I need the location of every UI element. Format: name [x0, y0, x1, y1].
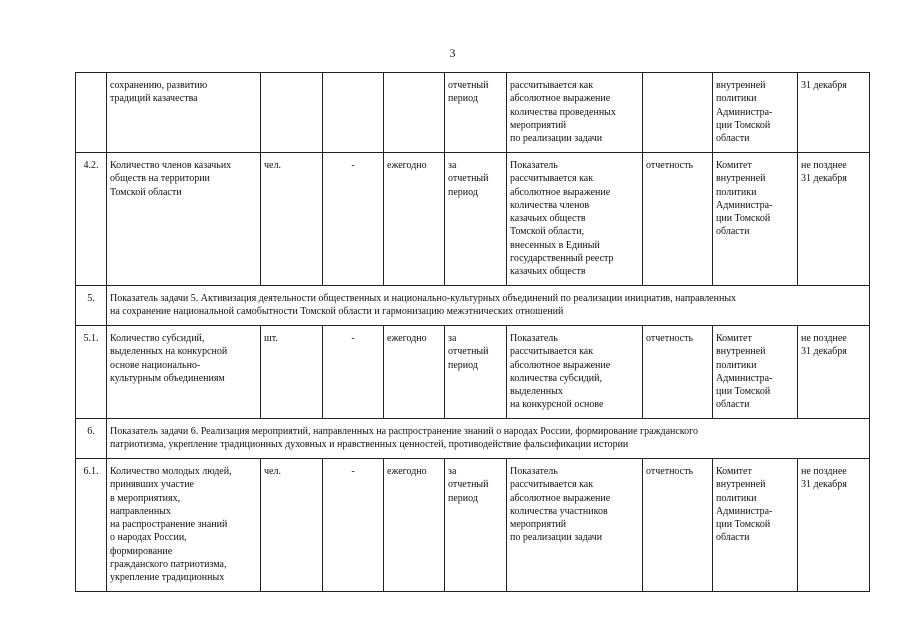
section-title: Показатель задачи 5. Активизация деятельности общественных и национально-культурных объединений по реализации инициатив, направленных на сохранение национальной самобытности Томской области и гармонизацию межэтнических отношений: [107, 286, 870, 326]
frequency: ежегодно: [384, 326, 445, 419]
calculation-method: Показатель рассчитывается как абсолютное выражение количества участников мероприятий по реализации задачи: [507, 459, 643, 592]
section-title: Показатель задачи 6. Реализация мероприятий, направленных на распространение знаний о народах России, формирование гражданского патриотизма, укрепление традиционных духовных и нравственных ценностей, противодействие фальсификации истории: [107, 419, 870, 459]
frequency: ежегодно: [384, 459, 445, 592]
section-row: [76, 286, 870, 326]
responsible: Комитет внутренней политики Администра- ции Томской области: [713, 153, 798, 286]
section-number: 5.: [76, 286, 107, 326]
base-value: -: [323, 326, 384, 419]
section-row: [76, 419, 870, 459]
data-source: отчетность: [643, 153, 713, 286]
table-row: [76, 326, 870, 419]
unit: шт.: [261, 326, 323, 419]
unit: чел.: [261, 153, 323, 286]
calculation-method: рассчитывается как абсолютное выражение количества проведенных мероприятий по реализации задачи: [507, 73, 643, 153]
section-number: 6.: [76, 419, 107, 459]
row-number: [76, 73, 107, 153]
responsible: Комитет внутренней политики Администра- ции Томской области: [713, 459, 798, 592]
calculation-method: Показатель рассчитывается как абсолютное выражение количества субсидий, выделенных на конкурсной основе: [507, 326, 643, 419]
frequency: [384, 73, 445, 153]
table-row: [76, 459, 870, 592]
data-source: [643, 73, 713, 153]
indicator-name: Количество членов казачьих обществ на территории Томской области: [107, 153, 261, 286]
indicators-table: [75, 72, 870, 592]
frequency: ежегодно: [384, 153, 445, 286]
period: за отчетный период: [445, 459, 507, 592]
deadline: не позднее 31 декабря: [798, 459, 870, 592]
indicator-name: Количество субсидий, выделенных на конкурсной основе национально- культурным объединениям: [107, 326, 261, 419]
row-number: 4.2.: [76, 153, 107, 286]
indicator-name: Количество молодых людей, принявших участие в мероприятиях, направленных на распространение знаний о народах России, формирование гражданского патриотизма, укрепление традиционных: [107, 459, 261, 592]
responsible: Комитет внутренней политики Администра- ции Томской области: [713, 326, 798, 419]
indicator-name: сохранению, развитию традиций казачества: [107, 73, 261, 153]
unit: чел.: [261, 459, 323, 592]
calculation-method: Показатель рассчитывается как абсолютное выражение количества членов казачьих обществ Томской области, внесенных в Единый государственный реестр казачьих обществ: [507, 153, 643, 286]
deadline: не позднее 31 декабря: [798, 326, 870, 419]
base-value: -: [323, 153, 384, 286]
row-number: 6.1.: [76, 459, 107, 592]
base-value: [323, 73, 384, 153]
table-row: [76, 73, 870, 153]
row-number: 5.1.: [76, 326, 107, 419]
data-source: отчетность: [643, 326, 713, 419]
period: за отчетный период: [445, 326, 507, 419]
period: отчетный период: [445, 73, 507, 153]
data-source: отчетность: [643, 459, 713, 592]
period: за отчетный период: [445, 153, 507, 286]
deadline: 31 декабря: [798, 73, 870, 153]
base-value: -: [323, 459, 384, 592]
page-number: 3: [449, 46, 456, 60]
table-row: [76, 153, 870, 286]
unit: [261, 73, 323, 153]
deadline: не позднее 31 декабря: [798, 153, 870, 286]
responsible: внутренней политики Администра- ции Томской области: [713, 73, 798, 153]
